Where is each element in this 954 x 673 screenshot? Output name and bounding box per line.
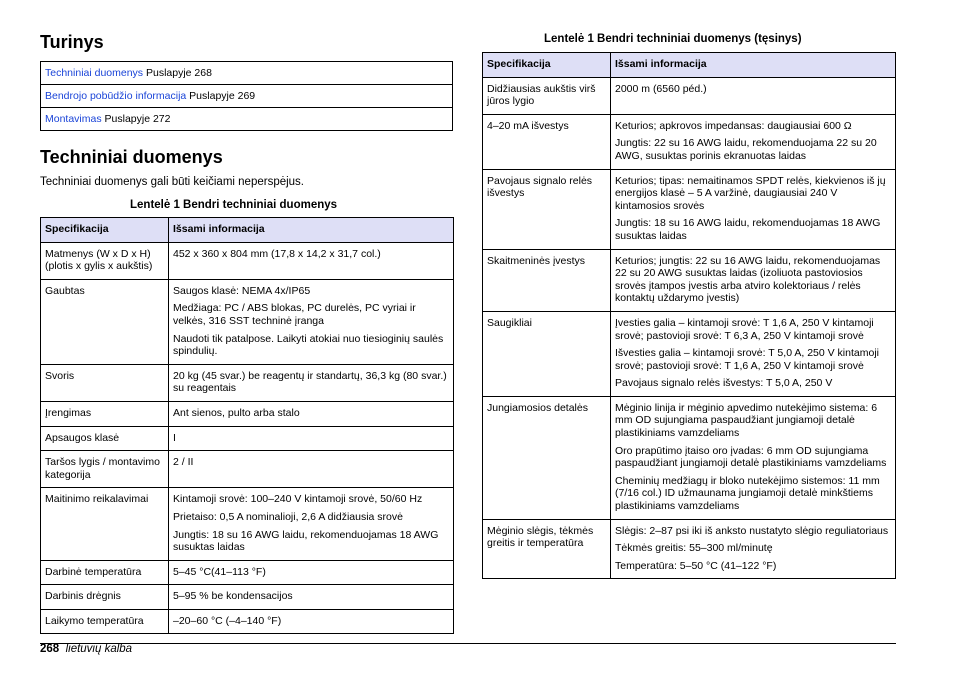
detail-text: 2000 m (6560 péd.) (615, 82, 707, 95)
detail-text: 2 / II (173, 456, 194, 469)
table-caption-continued: Lentelė 1 Bendri techniniai duomenys (tęsinys) (544, 33, 802, 45)
detail-text: Keturios; apkrovos impedansas: daugiausiai 600 Ω (615, 119, 852, 132)
detail-text: Prietaiso: 0,5 A nominalioji, 2,6 A didžiausia srovė (173, 510, 403, 523)
detail-cell (169, 279, 454, 364)
detail-cell (611, 249, 896, 311)
toc-page-ref: Puslapyje 272 (101, 113, 171, 125)
table-row (483, 249, 896, 311)
detail-cell (611, 77, 896, 114)
footer (40, 643, 132, 655)
detail-cell (169, 242, 454, 279)
toc-link[interactable]: Montavimas (45, 113, 102, 125)
detail-text: Jungtis: 18 su 16 AWG laidu, rekomenduojamas 18 AWG susuktas laidas (615, 217, 881, 242)
footer-language: lietuvių kalba (65, 643, 133, 655)
detail-cell (611, 311, 896, 396)
toc-row (41, 108, 453, 131)
table-row (41, 242, 454, 279)
detail-text: Oro prapūtimo įtaiso oro įvadas: 6 mm OD sujungiama paspaudžiant jungiamoji detalė plastikiniams vamzdeliams (615, 444, 887, 470)
table-row (41, 585, 454, 610)
detail-text: Pavojaus signalo relės išvestys: T 5,0 A, 250 V (615, 377, 833, 390)
detail-text: Ant sienos, pulto arba stalo (173, 406, 300, 419)
detail-text: Medžiaga: PC / ABS blokas, PC durelės, PC vyriai ir velkės, 316 SST techninė įranga (173, 302, 416, 327)
detail-text: Jungtis: 22 su 16 AWG laidu, rekomenduojama 22 su 20 AWG, susuktas porinis ekranuotas laidas (615, 137, 877, 162)
spec-cell: Maitinimo reikalavimai (41, 488, 169, 560)
detail-cell (169, 609, 454, 634)
section-title: Techniniai duomenys (40, 147, 223, 167)
detail-cell (611, 519, 896, 579)
detail-cell (611, 396, 896, 519)
footer-divider (40, 643, 896, 644)
table-row (41, 426, 454, 451)
spec-cell: Svoris (41, 364, 169, 401)
spec-cell: Darbinė temperatūra (41, 560, 169, 585)
toc-link[interactable]: Techniniai duomenys (45, 67, 144, 79)
spec-cell: Apsaugos klasė (41, 426, 169, 451)
col-header-spec: Specifikacija (483, 53, 611, 78)
detail-text: Keturios; tipas: nemaitinamos SPDT relės, kiekvienos iš jų energijos klasė – 5 A varžinė, daugiausiai 240 V kintamosios srovės (615, 174, 886, 212)
detail-cell (169, 426, 454, 451)
detail-text: 5–45 °C(41–113 °F) (173, 565, 266, 578)
spec-cell: Gaubtas (41, 279, 169, 364)
col-header-spec: Specifikacija (41, 218, 169, 243)
spec-cell: Laikymo temperatūra (41, 609, 169, 634)
detail-text: Mėginio linija ir mėginio apvedimo nutekėjimo sistema: 6 mm OD sujungiama paspaudžiant jungiamoji detalė plastikiniams vamzdeliams (615, 401, 878, 440)
detail-text: Įvesties galia – kintamoji srovė: T 1,6 A, 250 V kintamoji srovė; pastovioji srovė: T 6,3 A, 250 V kintamoji srovė (615, 316, 874, 342)
spec-table-right (482, 52, 896, 579)
table-caption: Lentelė 1 Bendri techniniai duomenys (130, 199, 338, 211)
toc-row (41, 62, 453, 85)
spec-cell: Jungiamosios detalės (483, 396, 611, 519)
table-row (41, 560, 454, 585)
detail-text: –20–60 °C (–4–140 °F) (173, 614, 282, 627)
detail-cell (169, 401, 454, 426)
spec-table-left (40, 217, 454, 634)
detail-cell (169, 560, 454, 585)
spec-cell: Darbinis drėgnis (41, 585, 169, 610)
toc-table (40, 61, 453, 131)
table-row (41, 279, 454, 364)
spec-cell: 4–20 mA išvestys (483, 114, 611, 169)
intro-text: Techniniai duomenys gali būti keičiami neperspėjus. (40, 176, 305, 188)
toc-row (41, 85, 453, 108)
table-row (483, 311, 896, 396)
detail-text: Kintamoji srovė: 100–240 V kintamoji srovė, 50/60 Hz (173, 493, 423, 506)
table-row (483, 169, 896, 249)
spec-cell: Didžiausias aukštis virš jūros lygio (483, 77, 611, 114)
table-row (41, 609, 454, 634)
spec-cell: Taršos lygis / montavimo kategorija (41, 451, 169, 488)
detail-text: 20 kg (45 svar.) be reagentų ir standartų, 36,3 kg (80 svar.) su reagentais (173, 369, 447, 395)
table-row (483, 519, 896, 579)
detail-text: 452 x 360 x 804 mm (17,8 x 14,2 x 31,7 col.) (173, 247, 381, 260)
table-row (41, 488, 454, 560)
detail-text: Tėkmės greitis: 55–300 ml/minutę (615, 542, 773, 555)
table-row (483, 396, 896, 519)
spec-cell: Saugikliai (483, 311, 611, 396)
detail-text: Naudoti tik patalpose. Laikyti atokiai nuo tiesioginių saulės spindulių. (173, 332, 444, 358)
table-row (41, 401, 454, 426)
col-header-detail: Išsami informacija (169, 218, 454, 243)
detail-text: I (173, 431, 176, 444)
table-row (483, 77, 896, 114)
detail-text: Temperatūra: 5–50 °C (41–122 °F) (615, 559, 777, 572)
detail-cell (169, 488, 454, 560)
detail-text: 5–95 % be kondensacijos (173, 590, 293, 603)
page-number: 268 (40, 643, 60, 655)
detail-text: Slėgis: 2–87 psi iki iš anksto nustatyto slėgio reguliatoriaus (615, 524, 889, 537)
col-header-detail: Išsami informacija (611, 53, 896, 78)
table-row (41, 451, 454, 488)
table-row (483, 114, 896, 169)
detail-cell (611, 114, 896, 169)
spec-cell: Skaitmeninės įvestys (483, 249, 611, 311)
detail-cell (169, 451, 454, 488)
detail-cell (169, 364, 454, 401)
detail-cell (611, 169, 896, 249)
detail-cell (169, 585, 454, 610)
detail-text: Išvesties galia – kintamoji srovė: T 5,0 A, 250 V kintamoji srovė; pastovioji srovė: T 1,6 A, 250 V kintamoji srovė (615, 347, 879, 372)
spec-cell: Matmenys (W x D x H) (plotis x gylis x aukštis) (41, 242, 169, 279)
detail-text: Saugos klasė: NEMA 4x/IP65 (173, 284, 311, 297)
toc-page-ref: Puslapyje 269 (186, 90, 256, 102)
toc-link[interactable]: Bendrojo pobūdžio informacija (45, 90, 187, 102)
detail-text: Jungtis: 18 su 16 AWG laidu, rekomenduojamas 18 AWG susuktas laidas (173, 528, 439, 554)
spec-cell: Pavojaus signalo relės išvestys (483, 169, 611, 249)
spec-cell: Mėginio slėgis, tėkmės greitis ir temperatūra (483, 519, 611, 579)
toc-page-ref: Puslapyje 268 (143, 67, 212, 79)
detail-text: Keturios; jungtis: 22 su 16 AWG laidu, rekomenduojamas 22 su 20 AWG susuktas laidas (izoliuota pastoviosios srovės įtampos įvestis arba atviro kolektoriaus / relės kontaktų uždarymo įvestis) (615, 254, 881, 305)
spec-cell: Įrengimas (41, 401, 169, 426)
table-row (41, 364, 454, 401)
detail-text: Cheminių medžiagų ir bloko nutekėjimo sistemos: 11 mm (7/16 col.) ID užmaunama jungiamoji detalė minkštiems plastikiniams vamzdeliams (615, 474, 880, 513)
toc-title: Turinys (40, 32, 104, 52)
